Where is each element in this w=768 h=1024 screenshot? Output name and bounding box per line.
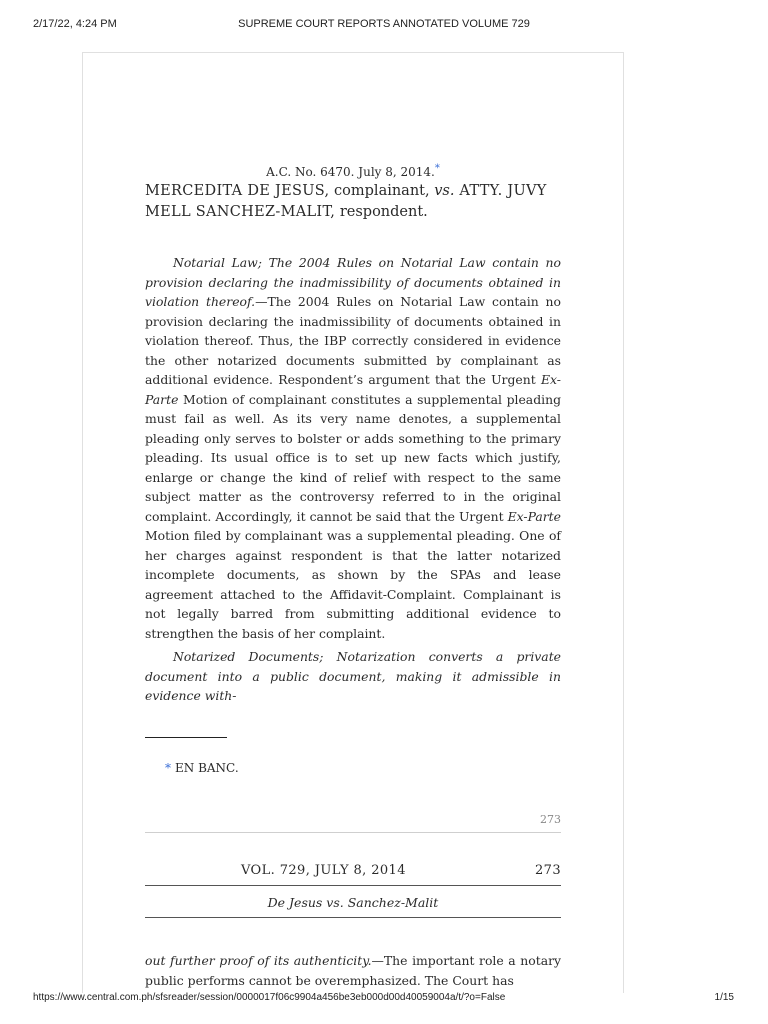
running-head-rule-top [145, 885, 561, 886]
print-page-count: 1/15 [714, 992, 734, 1003]
syllabus-paragraph-2 [145, 647, 561, 706]
case-number-text: A.C. No. 6470. July 8, 2014. [266, 165, 435, 179]
complainant-role: complainant, [329, 183, 435, 199]
syllabus-1-heading: Notarial Law; The 2004 Rules on Notarial Law contain no provision declaring the inadmissibility of documents obtained in violation thereof. [145, 255, 561, 310]
running-head-case-title: De Jesus vs. Sanchez-Malit [267, 895, 439, 910]
syllabus-1-text-b: Motion of complainant constitutes a supplemental pleading must fail as well. As its very name denotes, a supplemental pleading only serves to bolster or adds something to the primary pleading. Its usual office is to set up new facts which justify, enlarge or change the kind of relief with respect to the same subject matter as the controversy referred to in the original complaint. Accordingly, it cannot be said that the Urgent [145, 391, 561, 524]
running-head-page: 273 [534, 863, 561, 878]
syllabus-1-italic-a: Ex-Parte [145, 372, 561, 407]
page-number-bottom: 273 [540, 813, 561, 826]
footnote-marker[interactable]: * [165, 761, 171, 775]
running-head-volume: VOL. 729, JULY 8, 2014 [241, 863, 406, 878]
respondent-role: respondent. [335, 204, 428, 220]
case-parties [145, 181, 561, 223]
continuation-italic: out further proof of its authenticity. [145, 953, 372, 969]
running-head-rule-bottom [145, 917, 561, 918]
footnote-divider [145, 737, 227, 738]
case-footnote-link[interactable]: * [434, 163, 440, 174]
continuation-text: —The important role a notary public performs cannot be overemphasized. The Court has [145, 953, 561, 988]
footnote [165, 761, 239, 775]
syllabus-1-italic-b: Ex-Parte [507, 508, 561, 524]
continuation-paragraph [145, 951, 561, 990]
print-header [0, 0, 768, 28]
syllabus-paragraph-1 [145, 253, 561, 643]
versus-label: vs. [434, 183, 455, 199]
syllabus-2-heading: Notarized Documents; Notarization converts a private document into a public document, making it admissible in evidence with- [145, 649, 561, 704]
print-title: SUPREME COURT REPORTS ANNOTATED VOLUME 729 [238, 18, 530, 30]
document-page [82, 52, 624, 993]
respondent-name: ATTY. JUVY MELL SANCHEZ-MALIT, [145, 183, 547, 220]
page-break-divider [145, 832, 561, 833]
print-datetime: 2/17/22, 4:24 PM [33, 18, 117, 30]
print-footer [0, 992, 768, 1012]
complainant-name: MERCEDITA DE JESUS, [145, 183, 330, 199]
syllabus-1-text-c: Motion filed by complainant was a supplemental pleading. One of her charges against respondent is that the latter notarized incomplete documents, as shown by the SPAs and lease agreement attached to the Affidavit-Complaint. Complainant is not legally barred from submitting additional evidence to strengthen the basis of her complaint. [145, 528, 561, 641]
syllabus-1-text-a: —The 2004 Rules on Notarial Law contain no provision declaring the inadmissibility of documents obtained in violation thereof. Thus, the IBP correctly considered in evidence the other notarized documents submitted by complainant as additional evidence. Respondent’s argument that the Urgent [145, 294, 562, 388]
print-url: https://www.central.com.ph/sfsreader/session/0000017f06c9904a456be3eb000d00d40059004a/t/?o=False [33, 992, 506, 1003]
footnote-text: EN BANC. [175, 761, 239, 775]
case-number-date [145, 163, 561, 179]
